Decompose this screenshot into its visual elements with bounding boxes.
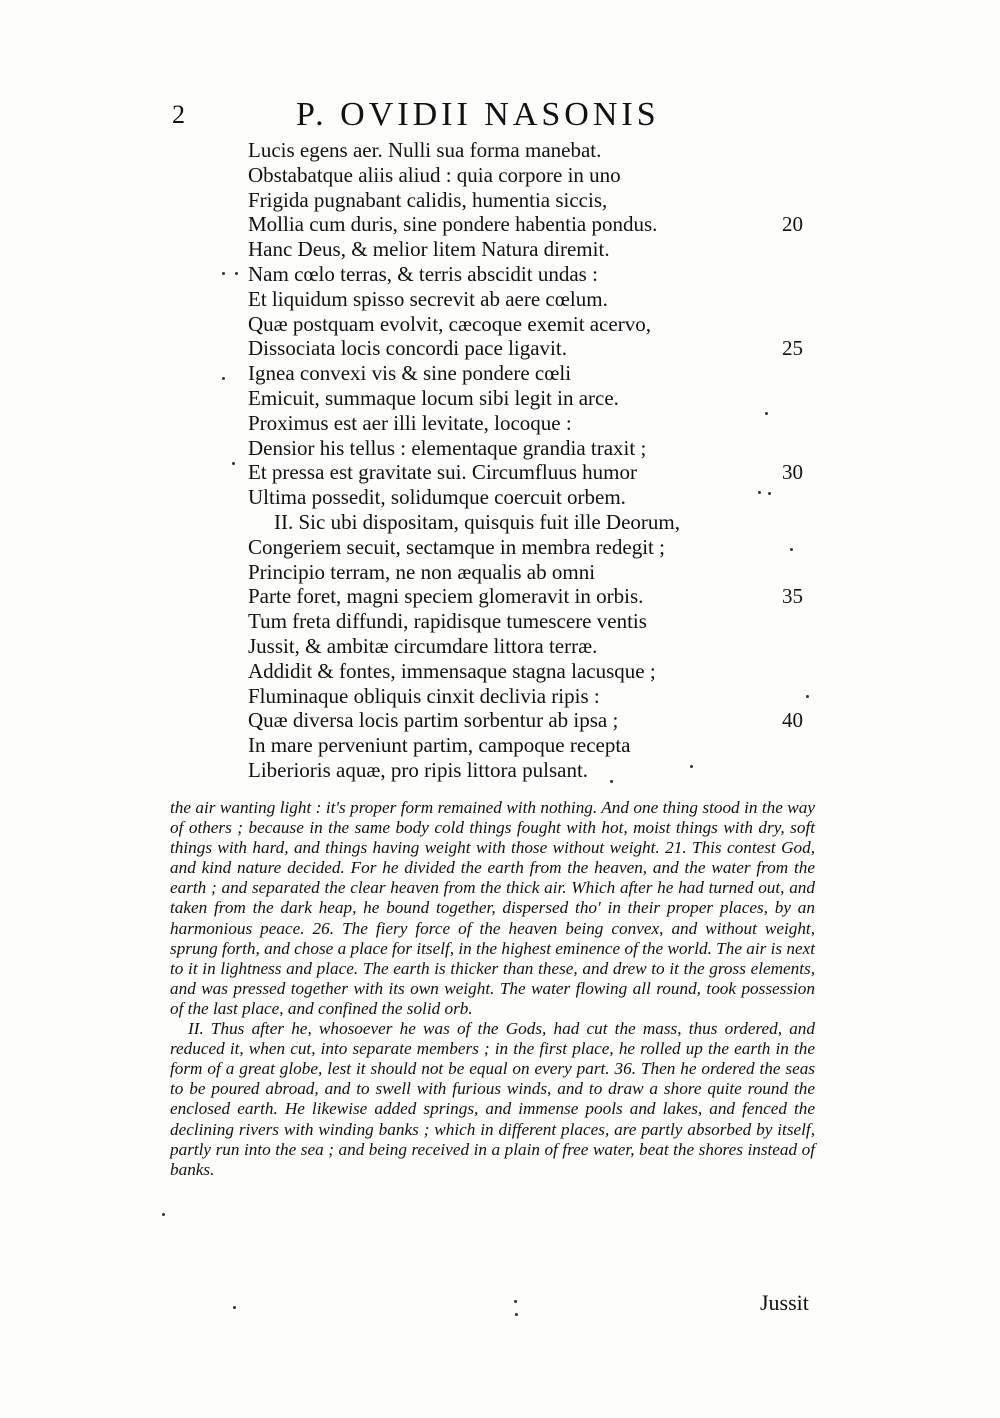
latin-verse-block [248,138,808,783]
verse-line: Hanc Deus, & melior litem Natura diremit. [248,237,610,262]
ink-speck [690,765,693,768]
verse-line: Et liquidum spisso secrevit ab aere cœlum. [248,286,608,311]
translation-paragraph: II. Thus after he, whosoever he was of the Gods, had cut the mass, thus ordered, and reduced it, when cut, into separate members ; in the first place, he rolled up the earth in the form of a great globe, lest it should not be equal on every part. 36. Then he ordered the seas to be poured abroad, and to swell with furious winds, and to draw a shore quite round the enclosed earth. He likewise added springs, and immense pools and lakes, and fenced the declining rivers with winding banks ; which in different places, are partly absorbed by itself, partly run into the sea ; and being received in a plain of free water, beat the shores instead of banks. [170,1019,815,1179]
verse-line: Mollia cum duris, sine pondere habentia pondus. [248,212,658,237]
verse-line: Congeriem secuit, sectamque in membra redegit ; [248,534,665,559]
ink-speck [232,462,235,465]
line-number: 35 [782,584,803,609]
ink-speck [515,1313,518,1316]
verse-line: Quæ diversa locis partim sorbentur ab ipsa ; [248,708,619,733]
ink-speck [222,377,225,380]
verse-line: Parte foret, magni speciem glomeravit in orbis. [248,584,644,609]
verse-line: In mare perveniunt partim, campoque recepta [248,733,631,758]
verse-line: Tum freta diffundi, rapidisque tumescere ventis [248,609,647,634]
page-number: 2 [172,100,185,129]
verse-line: Ultima possedit, solidumque coercuit orbem. [248,485,626,510]
verse-line: Proximus est aer illi levitate, locoque : [248,410,572,435]
verse-line: Quæ postquam evolvit, cæcoque exemit acervo, [248,311,651,336]
verse-line: Fluminaque obliquis cinxit declivia ripis : [248,683,600,708]
line-number: 20 [782,212,803,237]
verse-line: Dissociata locis concordi pace ligavit. [248,336,567,361]
line-number: 30 [782,460,803,485]
ink-speck [233,1306,236,1309]
verse-line: Lucis egens aer. Nulli sua forma manebat. [248,138,602,162]
verse-line: Emicuit, summaque locum sibi legit in arce. [248,385,619,410]
ink-speck [768,492,771,495]
verse-line: Principio terram, ne non æqualis ab omni [248,559,596,584]
catchword: Jussit [760,1290,809,1315]
verse-line: Jussit, & ambitæ circumdare littora terræ. [248,633,598,658]
line-number: 40 [782,708,803,733]
verse-line: Et pressa est gravitate sui. Circumfluus humor [248,460,638,485]
english-translation [170,798,815,1180]
ink-speck [790,548,793,551]
verse-line: Densior his tellus : elementaque grandia traxit ; [248,435,647,460]
line-number: 25 [782,336,803,361]
ink-speck [765,412,768,415]
ink-speck [806,695,809,698]
running-title: P. OVIDII NASONIS [296,96,660,133]
verse-line: II. Sic ubi dispositam, quisquis fuit ille Deorum, [274,509,680,534]
verse-line: Liberioris aquæ, pro ripis littora pulsant. [248,757,589,782]
verse-line: Nam cœlo terras, & terris abscidit undas : [248,261,598,286]
verse-line: Frigida pugnabant calidis, humentia siccis, [248,187,608,212]
ink-speck [162,1213,165,1216]
ink-speck [758,491,761,494]
translation-paragraph: the air wanting light : it's proper form remained with nothing. And one thing stood in the way of others ; because in the same body cold things fought with hot, moist things with dry, soft things with hard, and things having weight with those without weight. 21. This contest God, and kind nature decided. For he divided the earth from the heaven, and the water from the earth ; and separated the clear heaven from the thick air. Which after he had turned out, and taken from the dark heap, he bound together, dispersed tho' in their proper places, by an harmonious peace. 26. The fiery force of the heaven being convex, and without weight, sprung forth, and chose a place for itself, in the highest eminence of the world. The air is next to it in lightness and place. The earth is thicker than these, and drew to it the gross elements, and was pressed together with its own weight. The water flowing all round, took possession of the last place, and confined the solid orb. [170,798,815,1018]
verse-line: Addidit & fontes, immensaque stagna lacusque ; [248,658,656,683]
ink-speck [610,780,613,783]
ink-speck [235,272,238,275]
verse-line: Obstabatque aliis aliud : quia corpore in uno [248,162,621,187]
verse-line: Ignea convexi vis & sine pondere cœli [248,361,572,386]
ink-speck [222,272,225,275]
ink-speck [514,1300,517,1303]
